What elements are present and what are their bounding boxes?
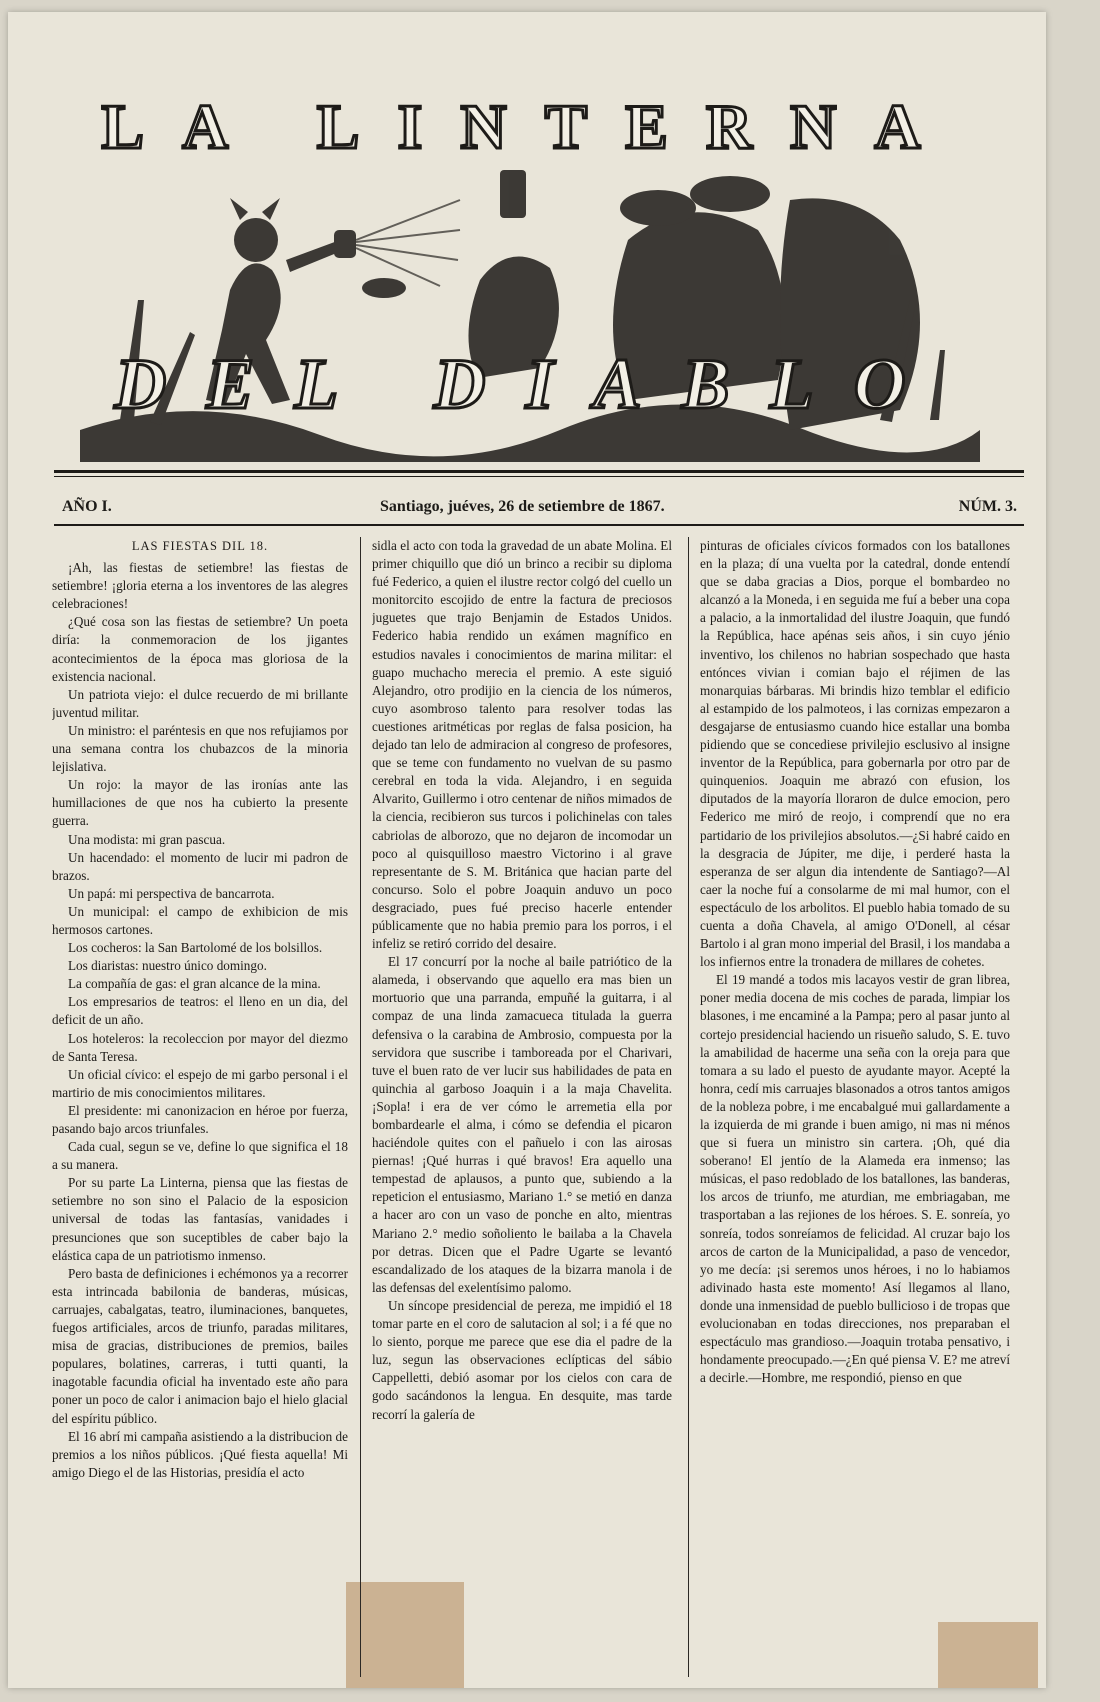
newspaper-page <box>8 12 1046 1688</box>
issue-date: Santiago, juéves, 26 de setiembre de 1867. <box>380 498 665 515</box>
paragraph: Los empresarios de teatros: el lleno en un dia, del deficit de un año. <box>52 994 348 1028</box>
dateline-rule <box>54 524 1024 526</box>
paragraph: Los diaristas: nuestro único domingo. <box>68 958 267 974</box>
issue-year: AÑO I. <box>62 498 112 515</box>
masthead <box>80 90 980 462</box>
paragraph: Un ministro: el paréntesis en que nos refujiamos por una semana contra los chubazcos de la minoria lejislativa. <box>52 722 348 775</box>
masthead-engraving <box>80 90 980 462</box>
paragraph: Un síncope presidencial de pereza, me impidió el 18 tomar parte en el coro de salutacion al sol; i a fé que no lo siento, porque me parece que ese dia el padre de la luz, segun las observaciones eclípticas del sábio Cappelletti, debió asomar por los cielos con cara de godo sacándonos la lengua. En desquite, mas tarde recorrí la galería de <box>372 1297 672 1422</box>
paragraph: Un papá: mi perspectiva de bancarrota. <box>68 885 275 901</box>
paragraph: Cada cual, segun se ve, define lo que significa el 18 a su manera. <box>52 1139 348 1173</box>
paragraph: pinturas de oficiales cívicos formados con los batallones en la plaza; dí una vuelta por la catedral, donde entendí que se daba gracias a Dios, porque el bombardeo no alcanzó a la Moneda, i en seguida me fuí a beber una copa a palacio, a la inmortalidad del ilustre Joaquin, que fundó la República, hace apénas seis años, i sin cuyo jénio inventivo, los chilenos no habrian sospechado que hasta entónces vivian i comian bajo el réjimen de las monarquias bárbaras. Mi brindis hizo temblar el edificio al estampido de los palmoteos, i las cornizas empezaron a desgajarse de entusiasmo cuando hice estallar una bomba pidiendo que se concediese privilejio esclusivo al insigne inventor de la República, para gobernarla por otro par de quinquenios. Joaquin me abrazó con efusion, los diputados de la mayoría lloraron de dulce emocion, pero Federico me miró de reojo, i comprendí que no era partidario de los privilejios absolutos.—¿Si habré caido en la desgracia de Júpiter, me dije, i perderé hasta la esperanza de ser algun dia intendente de Santiago?—Al caer la noche fuí a consolarme de mi mal humor, con el espectáculo de los arbolitos. El pueblo habia tomado de su cuenta a doña Chavela, al amigo O'Donell, al césar Bartolo i al gran mono imperial del Brasil, i los mandaba a los infiernos entre la tronadera de millares de cohetes. <box>700 538 1010 970</box>
masthead-title: LA LINTERNA <box>101 91 959 162</box>
paragraph: Los cocheros: la San Bartolomé de los bolsillos. <box>68 940 323 956</box>
column-divider <box>360 537 361 1677</box>
paragraph: Un municipal: el campo de exhibicion de mis hermosos cartones. <box>52 903 348 937</box>
paragraph: El 16 abrí mi campaña asistiendo a la distribucion de premios a los niños públicos. ¡Qué fiesta aquella! Mi amigo Diego el de las Historias, presidía el acto <box>52 1428 348 1480</box>
paragraph: El 19 mandé a todos mis lacayos vestir de gran librea, poner media docena de mis coches de parada, limpiar los blasones, i me encaminé a la Pampa; pero al pasar junto al cortejo presidencial haciendo un risueño saludo, S. E. tuvo la amabilidad de hacerme una seña con la oreja para que tomara a su lado el puesto de ayudante mayor. Acepté la honra, cedí mis carruajes blasonados a otros tantos amigos de la nobleza pobre, i me encabalgué mui gallardamente a la izquierda de mi grande i buen amigo, ni mas ni ménos que si fuera un ministro sin cartera. ¡Oh, qué dia soberano! El jentío de la Alameda era inmenso; las músicas, el paso redoblado de los batallones, las banderas, los arcos de triunfo, me aturdian, me embriagaban, me trasportaban a las rejiones de los héroes. S. E. sonreía, yo sonreía, todos sonreíamos de felicidad. Al cruzar bajo los arcos de carton de la Municipalidad, a paso de vencedor, yo me decía: ¡si seremos unos héroes, i no lo habiamos adivinado hasta este momento! Así llegamos al llano, donde una inmensidad de pueblo bullicioso i de tropas que evolucionaban en todas direcciones, nos preparaban el espectáculo mas grandioso.—Joaquin trotaba pensativo, i hondamente preocupado.—¿En qué piensa V. E? me atreví a decirle.—Hombre, me respondió, pienso en que <box>700 972 1010 1386</box>
article-heading: LAS FIESTAS DIL 18. <box>131 539 269 553</box>
paragraph: ¡Ah, las fiestas de setiembre! las fiestas de setiembre! ¡gloria eterna a los inventores de las alegres celebraciones! <box>52 560 348 612</box>
masthead-rule-thin <box>54 476 1024 477</box>
column-2 <box>372 537 672 1677</box>
issue-number: NÚM. 3. <box>958 498 1017 515</box>
column-1 <box>52 537 348 1677</box>
column-divider <box>688 537 689 1677</box>
paragraph: El 17 concurrí por la noche al baile patriótico de la alameda, i observando que aquello era mas bien un mortuorio que una parranda, empuñé la guitarra, i al compaz de una linda zamacueca titulada la guerra defensiva o la carabina de Ambrosio, compuesta por la servidora que suscribe i tamboreada por el Charivari, tuve el buen rato de ver lucir sus habilidades de pata en quinchia al garboso Joaquin i a la maja Chavelita. ¡Sopla! i era de ver cómo le arremetia ella por bombardearle el alma, i cómo se defendia el picaron haciéndole quites con el pañuelo i con las airosas piernas! ¡Qué hurras i qué bravos! Era aquello una tempestad de aplausos, a punto que, subiendo a la repeticion el entusiasmo, Mariano 1.° se metió en danza a hacer aro con un vaso de ponche en alto, mientras Mariano 2.° medio soñoliento le bailaba a la Chavela por detras. Dicen que el Padre Ugarte se levantó escandalizado de los ataques de la bizarra manola i de las defensas del exelentísimo palomo. <box>372 954 672 1295</box>
paragraph: El presidente: mi canonizacion en héroe por fuerza, pasando bajo arcos triunfales. <box>52 1102 348 1136</box>
paragraph: Pero basta de definiciones i echémonos ya a recorrer esta intrincada babilonia de banderas, músicas, carruajes, cabalgatas, teatro, iluminaciones, banquetes, fuegos artificiales, arcos de triunfo, paradas militares, misa de gracias, distribuciones de premios, bailes populares, bolatines, carreras, i tutti quanti, la inagotable facundia oficial ha inventado este año para poner un poco de calor i animacion bajo el hielo glacial del espíritu público. <box>52 1265 348 1426</box>
paragraph: Un patriota viejo: el dulce recuerdo de mi brillante juventud militar. <box>52 686 348 720</box>
paragraph: Los hoteleros: la recoleccion por mayor del diezmo de Santa Teresa. <box>52 1030 348 1064</box>
paragraph: Una modista: mi gran pascua. <box>68 831 226 847</box>
paragraph: sidla el acto con toda la gravedad de un abate Molina. El primer chiquillo que dió un brinco a recibir su diploma fué Federico, a quien el ilustre rector colgó del cuello un monitorcito escojido de entre la factura de preciosos juguetes que trajo Benjamin de Estados Unidos. Federico habia rendido un exámen magnífico en estudios navales i conocimientos de marina militar: el guapo muchacho merecia el premio. A este siguió Alejandro, otro prodijio en la ciencia de los números, cuyo asombroso talento para resolver todas las cuestiones aritméticas por reglas de falsa posicion, ha dejado tan lelo de admiracion al congreso de profesores, que se teme con fundamento no vuelvan de su pasmo cerebral en toda la vida. Alejandro, i en seguida Alvarito, Guillermo i otro centenar de niños mimados de la ciencia, recibieron sus turcos i polichinelas con tales cabriolas de alborozo, que no dejaron de incomodar un poco al quisquilloso maestro Victorino i al grave representante de S. M. Británica que hacian parte del concurso. Solo el pobre Joaquin anduvo un poco desgraciado, pues fué preciso hacerle entender públicamente que no habia premio para los porros, i el infeliz se retiró corrido del desaire. <box>372 538 672 952</box>
paragraph: Por su parte La Linterna, piensa que las fiestas de setiembre no son sino el Palacio de la esposicion universal de todas las fantasías, vanidades i presunciones que son suceptibles de caber bajo la elástica capa de un patriotismo inmenso. <box>52 1175 348 1263</box>
column-3 <box>700 537 1010 1677</box>
dateline <box>62 498 1017 526</box>
paragraph: Un oficial cívico: el espejo de mi garbo personal i el martirio de mis conocimientos militares. <box>52 1066 348 1100</box>
paragraph: Un rojo: la mayor de las ironías ante las humillaciones de que nos ha cubierto la presente guerra. <box>52 777 348 829</box>
paragraph: La compañía de gas: el gran alcance de la mina. <box>68 976 321 992</box>
masthead-rule <box>54 470 1024 473</box>
paragraph: ¿Qué cosa son las fiestas de setiembre? Un poeta diría: la conmemoracion de los jigantes acontecimientos de la época mas gloriosa de la existencia nacional. <box>52 614 348 684</box>
masthead-subtitle: DEL DIABLO <box>114 344 946 424</box>
paragraph: Un hacendado: el momento de lucir mi padron de brazos. <box>52 849 348 883</box>
